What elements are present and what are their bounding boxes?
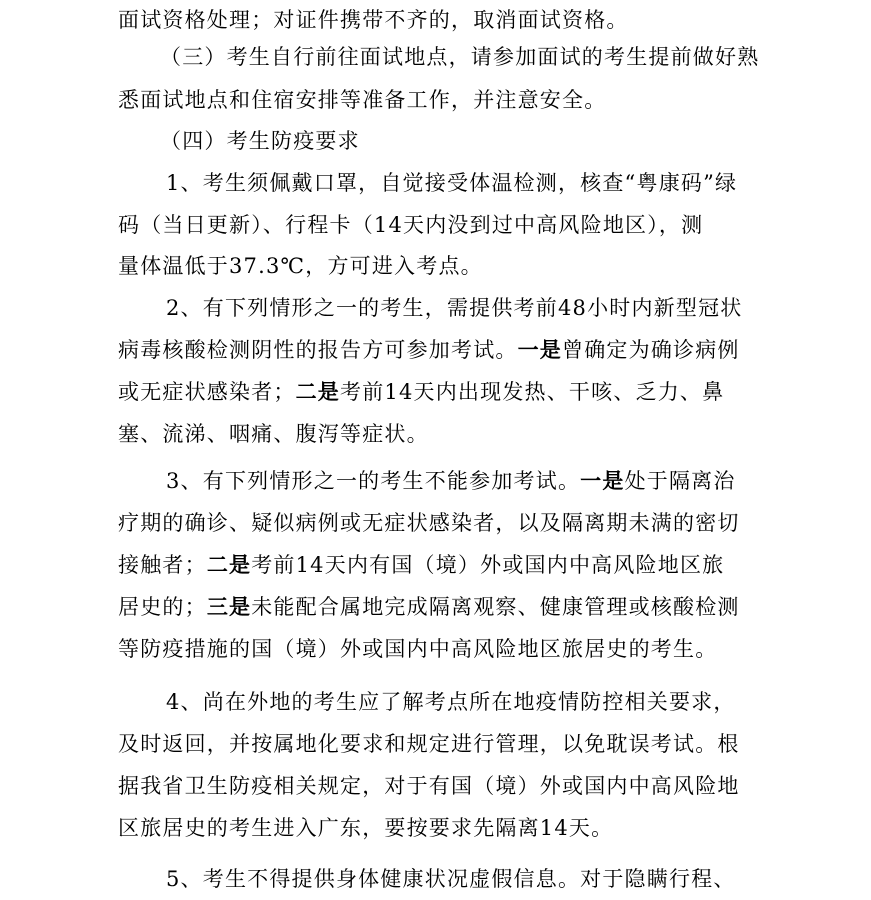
text-line: 或无症状感染者；二是考前14天内出现发热、干咳、乏力、鼻: [118, 379, 725, 404]
text-line: 塞、流涕、咽痛、腹泻等症状。: [118, 422, 429, 446]
bold-marker: 一是: [517, 337, 563, 362]
text-line: 接触者；二是考前14天内有国（境）外或国内中高风险地区旅: [118, 552, 725, 577]
bold-marker: 二是: [295, 379, 341, 404]
text-line: 区旅居史的考生进入广东，要按要求先隔离14天。: [118, 816, 614, 840]
text-line: 码（当日更新）、行程卡（14天内没到过中高风险地区），测: [118, 213, 704, 237]
text-line: 4、尚在外地的考生应了解考点所在地疫情防控相关要求，: [166, 690, 736, 714]
text-line: 等防疫措施的国（境）外或国内中高风险地区旅居史的考生。: [118, 637, 718, 661]
text-line: （三）考生自行前往面试地点，请参加面试的考生提前做好熟: [160, 45, 760, 69]
text-line: 及时返回，并按属地化要求和规定进行管理，以免耽误考试。根: [118, 732, 740, 756]
text-line: 5、考生不得提供身体健康状况虚假信息。对于隐瞒行程、: [166, 867, 736, 891]
text-line: 1、考生须佩戴口罩，自觉接受体温检测，核查“粤康码”绿: [166, 171, 738, 195]
bold-marker: 三是: [206, 594, 252, 619]
section-heading: （四）考生防疫要求: [160, 129, 360, 153]
bold-marker: 二是: [206, 552, 252, 577]
text-line: 2、有下列情形之一的考生，需提供考前48小时内新型冠状: [166, 296, 743, 320]
text-line: 病毒核酸检测阴性的报告方可参加考试。一是曾确定为确诊病例: [118, 337, 740, 362]
text-line: 居史的；三是未能配合属地完成隔离观察、健康管理或核酸检测: [118, 594, 740, 619]
bold-marker: 一是: [580, 468, 625, 493]
text-line: 疗期的确诊、疑似病例或无症状感染者，以及隔离期未满的密切: [118, 511, 740, 535]
text-line: 量体温低于37.3℃，方可进入考点。: [118, 254, 483, 278]
text-line: 面试资格处理；对证件携带不齐的，取消面试资格。: [118, 8, 629, 32]
text-line: 据我省卫生防疫相关规定，对于有国（境）外或国内中高风险地: [118, 774, 740, 798]
text-line: 悉面试地点和住宿安排等准备工作，并注意安全。: [118, 88, 607, 112]
text-line: 3、有下列情形之一的考生不能参加考试。一是处于隔离治: [166, 468, 736, 493]
